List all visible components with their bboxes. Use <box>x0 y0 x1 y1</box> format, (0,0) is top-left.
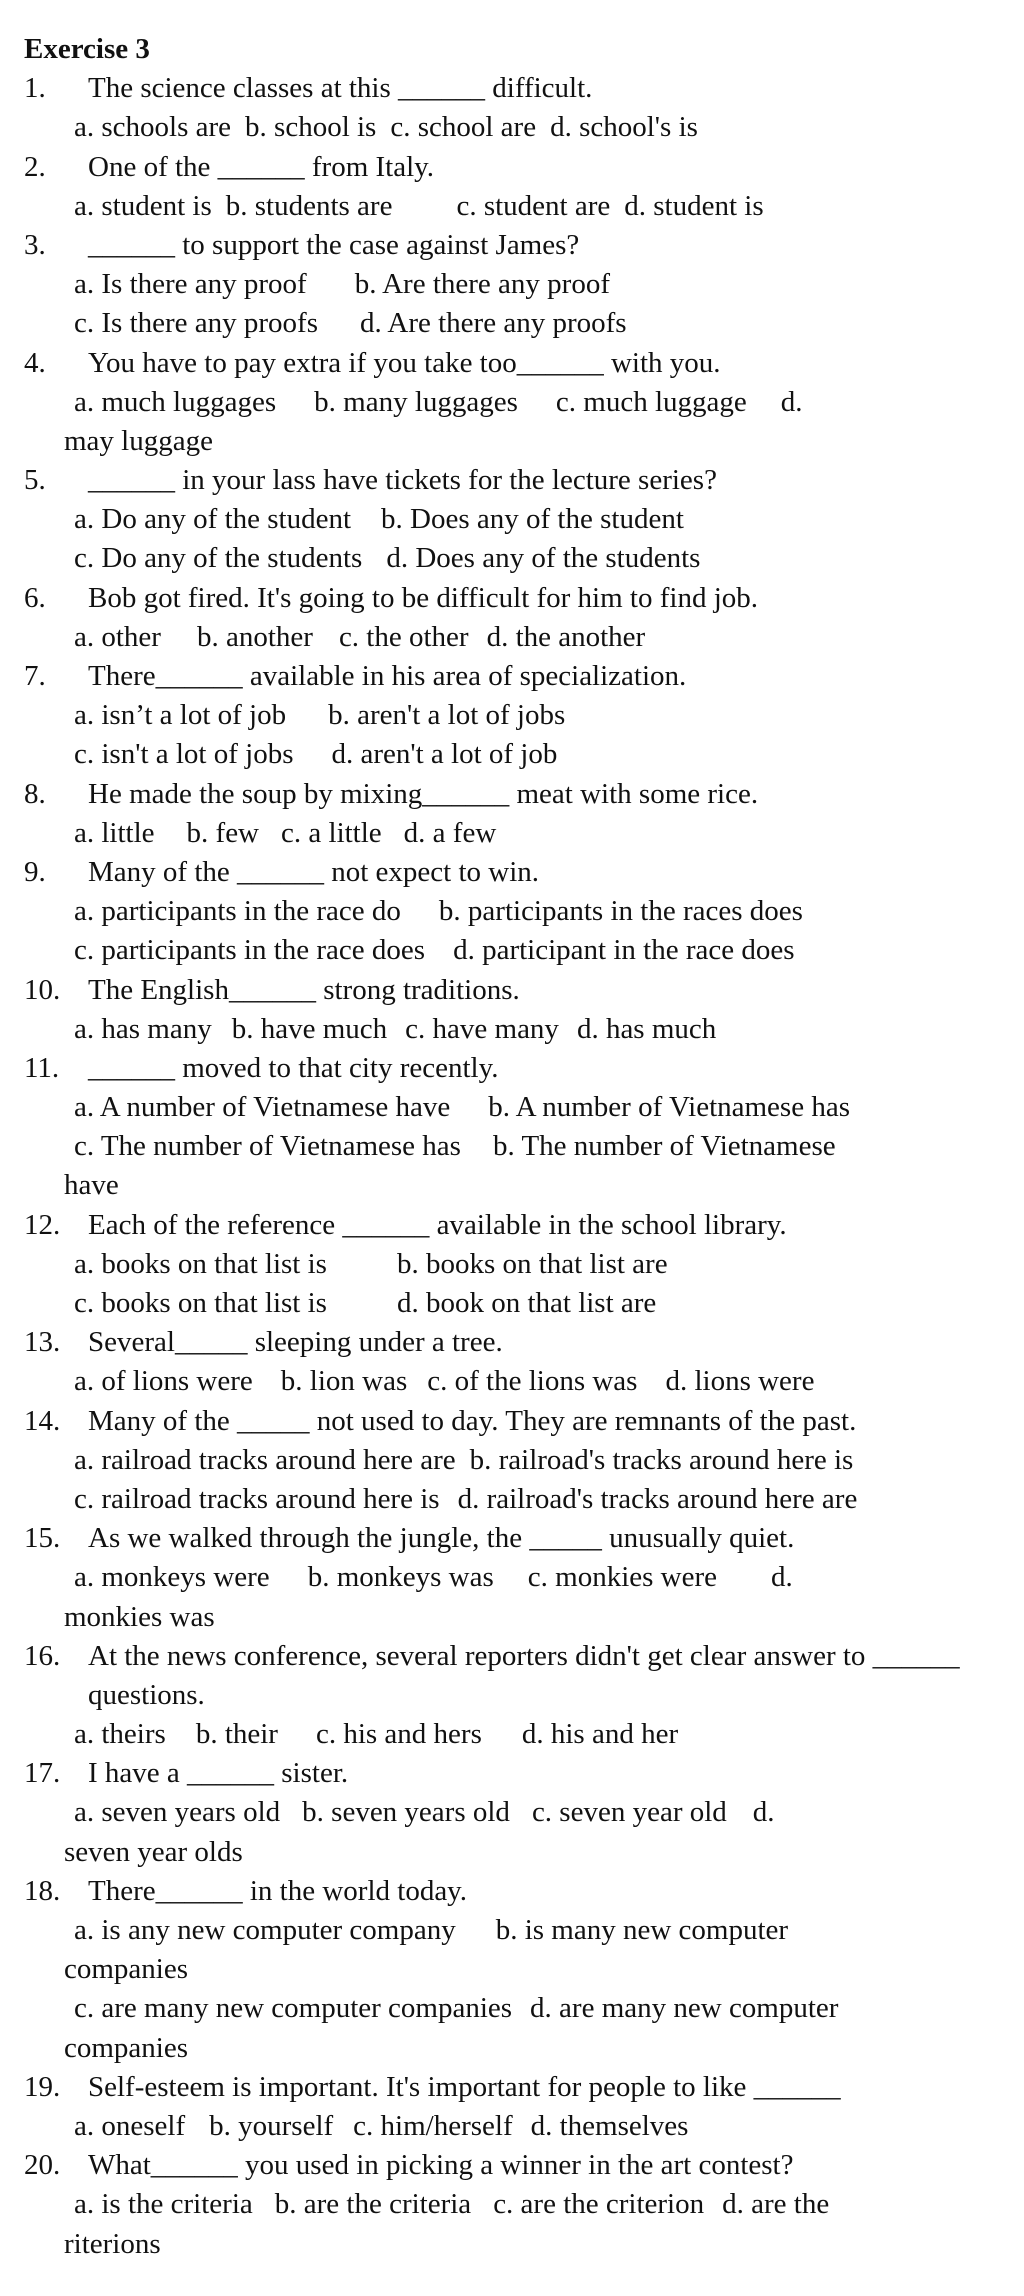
answer-option[interactable]: a. is the criteria <box>74 2188 253 2221</box>
question-number: 5. <box>24 464 46 497</box>
question-item <box>24 344 1024 462</box>
question-number: 20. <box>24 2149 61 2182</box>
question-text: What______ you used in picking a winner in the art contest? <box>88 2149 794 2182</box>
option-row <box>24 108 1024 147</box>
answer-option[interactable]: a. other <box>74 620 161 653</box>
question-text: There______ in the world today. <box>88 1874 468 1907</box>
option-row <box>24 1362 1024 1401</box>
question-item <box>24 1754 1024 1872</box>
question-item <box>24 1519 1024 1637</box>
option-row <box>24 2107 1024 2146</box>
question-item <box>24 1206 1024 1324</box>
answer-option[interactable]: a. theirs <box>74 1718 166 1751</box>
answer-option[interactable]: c. much luggage <box>555 385 747 418</box>
question-text: Bob got fired. It's going to be difficult for him to find job. <box>88 581 759 614</box>
answer-option[interactable]: c. student are <box>456 189 611 222</box>
question-number: 18. <box>24 1874 61 1907</box>
answer-option[interactable]: d. the another <box>486 620 646 653</box>
question-text: As we walked through the jungle, the _____ unusually quiet. <box>88 1522 795 1555</box>
question-stem <box>24 1206 1024 1245</box>
question-text: I have a ______ sister. <box>88 1757 349 1790</box>
answer-option[interactable]: c. participants in the race does <box>74 934 426 967</box>
option-row <box>24 1558 1024 1597</box>
answer-option[interactable]: d. has much <box>576 1012 717 1045</box>
answer-option[interactable]: c. the other <box>338 620 469 653</box>
answer-option[interactable]: b. have much <box>231 1012 388 1045</box>
option-continuation: companies <box>64 1953 189 1986</box>
question-stem <box>24 579 1024 618</box>
answer-option[interactable]: c. have many <box>405 1012 559 1045</box>
question-stem <box>24 1049 1024 1088</box>
answer-option[interactable]: d. Does any of the students <box>386 542 701 575</box>
answer-option[interactable]: a. little <box>74 816 155 849</box>
answer-option[interactable]: a. is any new computer company <box>74 1914 456 1947</box>
answer-option[interactable]: d. <box>752 1796 775 1829</box>
answer-option[interactable]: c. Is there any proofs <box>74 307 318 340</box>
answer-option[interactable]: b. school is <box>245 111 377 144</box>
answer-option[interactable]: c. books on that list is <box>74 1287 327 1319</box>
question-item <box>24 1872 1024 2068</box>
answer-option[interactable]: b. Does any of the student <box>381 503 684 536</box>
answer-option[interactable]: d. are the <box>722 2188 830 2221</box>
option-row <box>24 1989 1024 2028</box>
option-row <box>24 1010 1024 1049</box>
answer-option[interactable]: a. railroad tracks around here are <box>74 1443 456 1476</box>
answer-option[interactable]: b. seven years old <box>302 1796 510 1829</box>
question-item <box>24 657 1024 775</box>
question-number: 16. <box>24 1639 61 1672</box>
question-number: 4. <box>24 346 46 379</box>
answer-option[interactable]: a. oneself <box>74 2109 186 2142</box>
option-row <box>24 2185 1024 2224</box>
answer-option[interactable]: b. railroad's tracks around here is <box>469 1443 854 1476</box>
question-stem <box>24 148 1024 187</box>
answer-option[interactable]: b. students are <box>225 189 393 222</box>
option-continuation: seven year olds <box>64 1835 243 1868</box>
question-text: Many of the ______ not expect to win. <box>88 855 540 888</box>
question-number: 19. <box>24 2070 61 2103</box>
answer-option[interactable]: d. participant in the race does <box>453 934 795 967</box>
option-row <box>24 696 1024 735</box>
answer-option[interactable]: d. school's is <box>550 111 698 144</box>
option-row <box>24 892 1024 931</box>
question-number: 9. <box>24 855 46 888</box>
option-row <box>24 1715 1024 1754</box>
option-row <box>24 187 1024 226</box>
answer-option[interactable]: a. much luggages <box>74 385 277 418</box>
answer-option[interactable]: b. A number of Vietnamese has <box>488 1091 850 1124</box>
question-item <box>24 226 1024 344</box>
option-row <box>24 500 1024 539</box>
question-item <box>24 775 1024 853</box>
answer-option[interactable]: d. a few <box>403 816 497 849</box>
question-stem <box>24 657 1024 696</box>
question-text: The science classes at this ______ difficult. <box>88 72 593 105</box>
question-stem <box>24 461 1024 500</box>
question-item <box>24 461 1024 579</box>
question-text: There______ available in his area of specialization. <box>88 660 687 692</box>
answer-option[interactable]: b. another <box>196 620 313 653</box>
option-continuation: monkies was <box>64 1600 215 1633</box>
question-stem <box>24 1872 1024 1911</box>
answer-option[interactable]: c. are the criterion <box>493 2188 705 2221</box>
question-text: One of the ______ from Italy. <box>88 150 435 183</box>
option-row <box>24 383 1024 422</box>
answer-option[interactable]: b. their <box>195 1718 278 1751</box>
question-number: 15. <box>24 1522 61 1555</box>
question-stem <box>24 69 1024 108</box>
answer-option[interactable]: d. <box>771 1561 793 1594</box>
question-item <box>24 1402 1024 1520</box>
answer-option[interactable]: c. monkies were <box>527 1561 718 1594</box>
answer-option[interactable]: b. yourself <box>209 2109 334 2142</box>
question-number: 14. <box>24 1404 61 1437</box>
question-stem <box>24 226 1024 265</box>
option-row <box>24 1088 1024 1127</box>
option-row <box>24 265 1024 304</box>
answer-option[interactable]: d. themselves <box>530 2109 689 2142</box>
answer-option[interactable]: a. participants in the race do <box>74 895 401 928</box>
question-number: 12. <box>24 1208 61 1241</box>
answer-option[interactable]: c. railroad tracks around here is <box>74 1482 440 1515</box>
question-stem <box>24 1637 1024 1715</box>
answer-option[interactable]: c. Do any of the students <box>74 542 363 575</box>
option-continuation: may luggage <box>64 424 213 457</box>
answer-option[interactable]: a. A number of Vietnamese have <box>74 1091 451 1124</box>
exercise-title: Exercise 3 <box>24 33 150 65</box>
answer-option[interactable]: c. isn't a lot of jobs <box>74 738 294 771</box>
question-number: 13. <box>24 1326 61 1359</box>
answer-option[interactable]: b. many luggages <box>314 385 518 418</box>
answer-option[interactable]: c. are many new computer companies <box>74 1992 513 2025</box>
answer-option[interactable]: b. lion was <box>280 1365 408 1398</box>
answer-option[interactable]: a. seven years old <box>74 1796 281 1829</box>
question-stem <box>24 1402 1024 1441</box>
answer-option[interactable]: b. are the criteria <box>274 2188 472 2221</box>
question-number: 7. <box>24 660 46 692</box>
question-list <box>24 69 1024 2264</box>
option-row <box>24 1284 1024 1323</box>
answer-option[interactable]: b. books on that list are <box>396 1247 668 1280</box>
question-number: 1. <box>24 72 46 105</box>
answer-option[interactable]: b. aren't a lot of jobs <box>328 699 566 732</box>
question-stem <box>24 2146 1024 2185</box>
option-row <box>24 1127 1024 1166</box>
answer-option[interactable]: d. student is <box>624 189 764 222</box>
question-text: The English______ strong traditions. <box>88 973 520 1006</box>
option-row <box>24 1480 1024 1519</box>
answer-option[interactable]: c. of the lions was <box>427 1365 638 1398</box>
question-stem <box>24 1323 1024 1362</box>
answer-option[interactable]: c. a little <box>281 816 382 849</box>
answer-option[interactable]: b. participants in the races does <box>438 895 803 928</box>
question-item <box>24 853 1024 971</box>
option-continuation: companies <box>64 2031 189 2064</box>
answer-option[interactable]: a. schools are <box>74 111 232 144</box>
answer-option[interactable]: a. Is there any proof <box>74 268 307 301</box>
question-item <box>24 2068 1024 2146</box>
question-text: At the news conference, several reporters didn't get clear answer to ______ questions. <box>88 1639 960 1711</box>
answer-option[interactable]: c. The number of Vietnamese has <box>74 1130 461 1163</box>
question-number: 3. <box>24 228 46 261</box>
answer-option[interactable]: a. of lions were <box>74 1365 253 1398</box>
question-number: 10. <box>24 973 61 1006</box>
option-row <box>24 1245 1024 1284</box>
question-stem <box>24 775 1024 814</box>
question-item <box>24 1637 1024 1755</box>
question-stem <box>24 1519 1024 1558</box>
answer-option[interactable]: a. has many <box>74 1012 212 1045</box>
option-row <box>24 931 1024 970</box>
option-row <box>24 1441 1024 1480</box>
answer-option[interactable]: c. seven year old <box>531 1796 727 1829</box>
question-stem <box>24 344 1024 383</box>
question-stem <box>24 853 1024 892</box>
answer-option[interactable]: c. him/herself <box>353 2109 513 2142</box>
question-item <box>24 579 1024 657</box>
answer-option[interactable]: c. his and hers <box>315 1718 482 1751</box>
option-continuation: have <box>64 1169 119 1202</box>
answer-option[interactable]: d. are many new computer <box>530 1992 839 2025</box>
answer-option[interactable]: b. is many new computer <box>495 1914 789 1947</box>
question-stem <box>24 1754 1024 1793</box>
question-text: Several_____ sleeping under a tree. <box>88 1326 503 1359</box>
answer-option[interactable]: d. railroad's tracks around here are <box>457 1482 858 1515</box>
answer-option[interactable]: d. aren't a lot of job <box>331 738 558 771</box>
answer-option[interactable]: d. lions were <box>665 1365 815 1398</box>
question-text: ______ moved to that city recently. <box>88 1051 499 1084</box>
question-number: 11. <box>24 1051 60 1084</box>
option-row <box>24 1911 1024 1950</box>
answer-option[interactable]: d. his and her <box>521 1718 679 1751</box>
option-row <box>24 814 1024 853</box>
question-number: 8. <box>24 777 46 810</box>
question-text: Many of the _____ not used to day. They are remnants of the past. <box>88 1404 857 1437</box>
answer-option[interactable]: b. monkeys was <box>307 1561 494 1594</box>
question-text: ______ to support the case against James? <box>88 228 580 261</box>
question-stem <box>24 2068 1024 2107</box>
option-row <box>24 539 1024 578</box>
question-stem <box>24 971 1024 1010</box>
answer-option[interactable]: d. book on that list are <box>396 1287 657 1319</box>
question-text: Self-esteem is important. It's important for people to like ______ <box>88 2070 841 2103</box>
answer-option[interactable]: b. The number of Vietnamese <box>492 1130 836 1163</box>
answer-option[interactable]: a. isn’t a lot of job <box>74 699 287 732</box>
option-row <box>24 618 1024 657</box>
question-item <box>24 69 1024 147</box>
answer-option[interactable]: b. Are there any proof <box>354 268 610 301</box>
question-text: He made the soup by mixing______ meat with some rice. <box>88 777 759 810</box>
question-item <box>24 1323 1024 1401</box>
question-number: 2. <box>24 150 46 183</box>
answer-option[interactable]: a. Do any of the student <box>74 503 352 536</box>
answer-option[interactable]: d. <box>780 385 803 418</box>
question-item <box>24 971 1024 1049</box>
question-text: Each of the reference ______ available in the school library. <box>88 1208 787 1241</box>
question-item <box>24 2146 1024 2264</box>
question-text: ______ in your lass have tickets for the lecture series? <box>88 464 717 497</box>
answer-option[interactable]: b. few <box>186 816 260 849</box>
answer-option[interactable]: c. school are <box>390 111 537 144</box>
question-item <box>24 1049 1024 1206</box>
question-number: 6. <box>24 581 46 614</box>
option-row <box>24 304 1024 343</box>
answer-option[interactable]: a. books on that list is <box>74 1247 327 1280</box>
option-row <box>24 1793 1024 1832</box>
option-row <box>24 735 1024 774</box>
answer-option[interactable]: a. monkeys were <box>74 1561 270 1594</box>
option-continuation: riterions <box>64 2227 161 2260</box>
answer-option[interactable]: a. student is <box>74 189 212 222</box>
question-text: You have to pay extra if you take too______ with you. <box>88 346 721 379</box>
answer-option[interactable]: d. Are there any proofs <box>360 307 627 340</box>
question-number: 17. <box>24 1757 61 1790</box>
question-item <box>24 148 1024 226</box>
